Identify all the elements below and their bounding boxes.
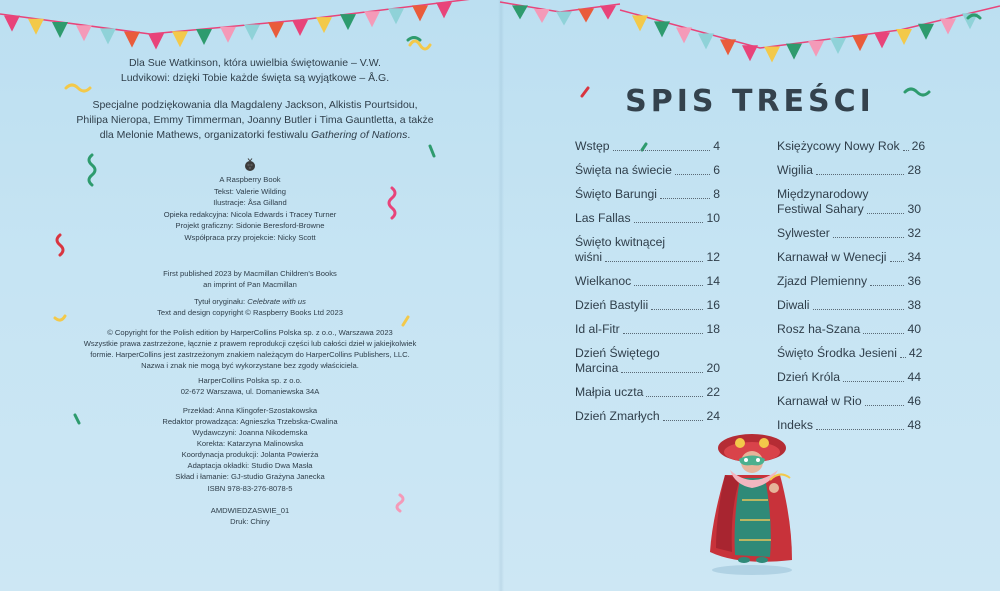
toc-title: SPIS TREŚCI [625,84,875,119]
original-title-label: Tytuł oryginału: [194,297,248,306]
isbn: ISBN 978-83-276-8078-5 [207,484,293,493]
toc-page-number: 10 [706,211,720,225]
toc-page-number: 26 [911,139,926,153]
toc-page-number: 28 [907,163,921,177]
toc-entry-title: Marcina [575,361,619,375]
festival-name: Gathering of Nations [311,129,408,141]
toc-entry-title: Święto kwitnącej [575,235,666,249]
toc-page-number: 4 [713,139,720,153]
acknowledgement-line: Specjalne podziękowania dla Magdaleny Jackson, Alkistis Pourtsidou, [92,99,418,111]
address-line: HarperCollins Polska sp. z o.o. [198,376,302,385]
toc-entry-title: Wielkanoc [575,274,632,288]
acknowledgement-text: dla Melonie Mathews, organizatorki festiwalu [99,129,312,141]
credit-line: Skład i łamanie: GJ-studio Grażyna Janecka [175,472,325,481]
copyright-line: © Copyright for the Polish edition by HarperCollins Polska sp. z o.o., Warszawa 2023 [107,328,393,337]
toc-page-number: 16 [706,298,720,312]
copyright-line: formie. HarperCollins jest zastrzeżonym znakiem należącym do HarperCollins Publishers, LLC. [90,350,410,359]
credit-line: Współpraca przy projekcie: Nicky Scott [184,232,316,242]
toc-entry-title: Święta na świecie [575,163,672,177]
dedication-line: Ludvikowi: dzięki Tobie każde święta są wyjątkowe – Å.G. [120,72,390,84]
copyright-line: Nazwa i znak nie mogą być wykorzystane bez zgody właściciela. [141,361,359,370]
toc-page-number: 18 [706,322,720,336]
toc-page-number: 24 [706,409,720,423]
print-location: Druk: Chiny [230,517,270,526]
acknowledgement-text: . [407,129,411,141]
credit-line: Przekład: Anna Klingofer-Szostakowska [182,406,318,415]
toc-page-number: 12 [706,250,720,264]
series-code: AMDWIEDZASWIE_01 [210,506,290,515]
toc-entry-title: Księżycowy Nowy Rok [777,139,900,153]
toc-entry-title: Międzynarodowy [777,187,869,201]
toc-entry-title: Rosz ha-Szana [777,322,861,336]
acknowledgement-line: Philipa Nieropa, Emmy Timmerman, Joanny Butler i Tima Gauntletta, a także [76,114,434,126]
toc-entry-title: Wstęp [575,139,610,153]
toc-entry-title: Karnawał w Wenecji [777,250,887,264]
toc-page-number: 6 [713,163,720,177]
credit-line: Projekt graficzny: Sidonie Beresford-Browne [175,221,325,231]
toc-entry-title: Dzień Bastylii [575,298,649,312]
toc-entry-title: Dzień Zmarłych [575,409,660,423]
address-line: 02-672 Warszawa, ul. Domaniewska 34A [180,387,320,396]
toc-page-number: 40 [907,322,921,336]
credit-line: Tekst: Valerie Wilding [213,186,287,196]
toc-entry-title: Wigilia [777,163,813,177]
credit-line: Adaptacja okładki: Studio Dwa Masła [187,461,313,470]
dedication-line: Dla Sue Watkinson, która uwielbia świętowanie – V.W. [129,57,381,69]
toc-entry-title: Karnawał w Rio [777,394,862,408]
credit-line: Wydawczyni: Joanna Nikodemska [192,428,308,437]
toc-entry-title: Dzień Króla [777,370,840,384]
toc-page-number: 42 [908,346,923,360]
toc-page-number: 48 [907,418,921,432]
toc-entry-title: Święto Środka Jesieni [777,346,897,360]
credit-line: Opieka redakcyjna: Nicola Edwards i Tracey Turner [163,209,337,219]
toc-entry-title: wiśni [575,250,603,264]
toc-entry-title: Diwali [777,298,810,312]
credit-line: Koordynacja produkcji: Jolanta Powierża [181,450,319,459]
toc-entry-title: Święto Barungi [575,187,657,201]
copyright-line: Wszystkie prawa zastrzeżone, łącznie z prawem reprodukcji części lub całości dzieł w jakiejkolwiek [83,339,417,348]
toc-entry-title: Zjazd Plemienny [777,274,868,288]
credit-line: Ilustracje: Åsa Gilland [213,198,287,208]
credit-line: Redaktor prowadząca: Agnieszka Trzebska-Cwalina [162,417,338,426]
original-title: Celebrate with us [247,297,306,306]
toc-entry-title: Festiwal Sahary [777,202,864,216]
toc-entry-title: Las Fallas [575,211,631,225]
toc-entry-title: Dzień Świętego [575,346,660,360]
toc-entry-title: Sylwester [777,226,830,240]
toc-entry-title: Małpia uczta [575,385,644,399]
design-copyright: Text and design copyright © Raspberry Books Ltd 2023 [157,308,343,317]
imprint-line: an imprint of Pan Macmillan [203,280,297,289]
toc-page-number: 36 [907,274,921,288]
toc-page-number: 32 [907,226,921,240]
toc-page-number: 22 [706,385,720,399]
toc-page-number: 30 [907,202,921,216]
toc-entry-title: Id al-Fitr [575,322,620,336]
toc-entry-title: Indeks [777,418,813,432]
imprint-line: First published 2023 by Macmillan Children's Books [163,269,337,278]
toc-page-number: 46 [907,394,921,408]
toc-page-number: 38 [907,298,921,312]
credit-line: A Raspberry Book [219,175,281,184]
credit-line: Korekta: Katarzyna Malinowska [196,439,304,448]
toc-page-number: 8 [713,187,720,201]
toc-page-number: 34 [907,250,921,264]
toc-page-number: 44 [907,370,921,384]
toc-page-number: 14 [706,274,720,288]
toc-page-number: 20 [706,361,720,375]
